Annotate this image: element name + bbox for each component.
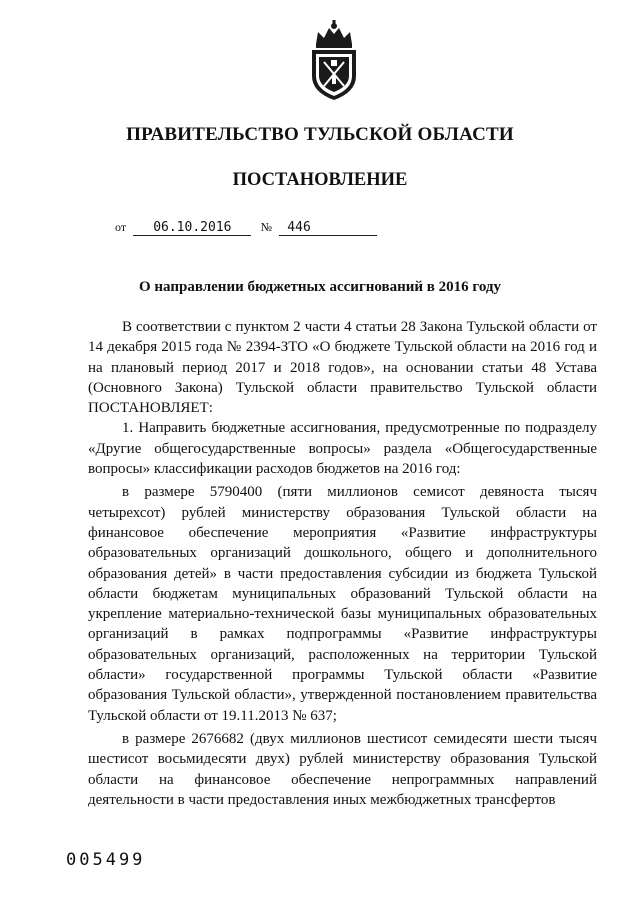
item-1-paragraph: 1. Направить бюджетные ассигнования, предусмотренные по подразделу «Другие общегосударственные вопросы» раздела «Общегосударственные вопросы» классификации расходов бюджетов на 2016 год: <box>88 420 597 478</box>
coat-of-arms-icon <box>302 20 366 102</box>
allocation-paragraph-b: в размере 2676682 (двух миллионов шестисот семидесяти шести тысяч шестисот восьмидесяти двух) рублей министерству образования Тульской области на финансовое обеспечение непрограммных направлений деятельности в части предоставления иных межбюджетных трансфертов <box>88 730 597 808</box>
document-date: 06.10.2016 <box>133 220 251 236</box>
preamble-paragraph: В соответствии с пунктом 2 части 4 статьи 28 Закона Тульской области от 14 декабря 2015 года № 2394-ЗТО «О бюджете Тульской области на 2016 год и на плановый период 2017 и 2018 годов», на основании статьи 48 Устава (Основного Закона) Тульской области правительство Тульской области ПОСТАНОВЛЯЕТ: <box>88 319 597 417</box>
page-serial-number: 005499 <box>66 850 146 870</box>
allocation-paragraph-a: в размере 5790400 (пяти миллионов семисот девяноста тысяч четырехсот) рублей министерству образования Тульской области на финансовое обеспечение мероприятия «Развитие инфраструктуры образовательных организаций дошкольного, общего и дополнительного образования детей» в части предоставления субсидии из бюджета Тульской области бюджетам муниципальных образований Тульской области на укрепление материально-технической базы муниципальных образовательных организаций в рамках подпрограммы «Развитие инфраструктуры образовательных организаций, расположенных на территории Тульской области» государственной программы Тульской области «Развитие образования Тульской области», утвержденной постановлением правительства Тульской области от 19.11.2013 № 637; <box>88 484 597 724</box>
document-number: 446 <box>279 220 377 236</box>
date-number-line <box>115 219 377 236</box>
document-subject: О направлении бюджетных ассигнований в 2016 году <box>138 279 501 295</box>
document-body <box>88 317 597 810</box>
document-type-heading: ПОСТАНОВЛЕНИЕ <box>232 170 408 190</box>
number-label: № <box>260 220 273 234</box>
date-label: от <box>115 220 127 234</box>
government-title: ПРАВИТЕЛЬСТВО ТУЛЬСКОЙ ОБЛАСТИ <box>126 124 514 145</box>
tula-coat-of-arms-emblem <box>302 20 366 102</box>
